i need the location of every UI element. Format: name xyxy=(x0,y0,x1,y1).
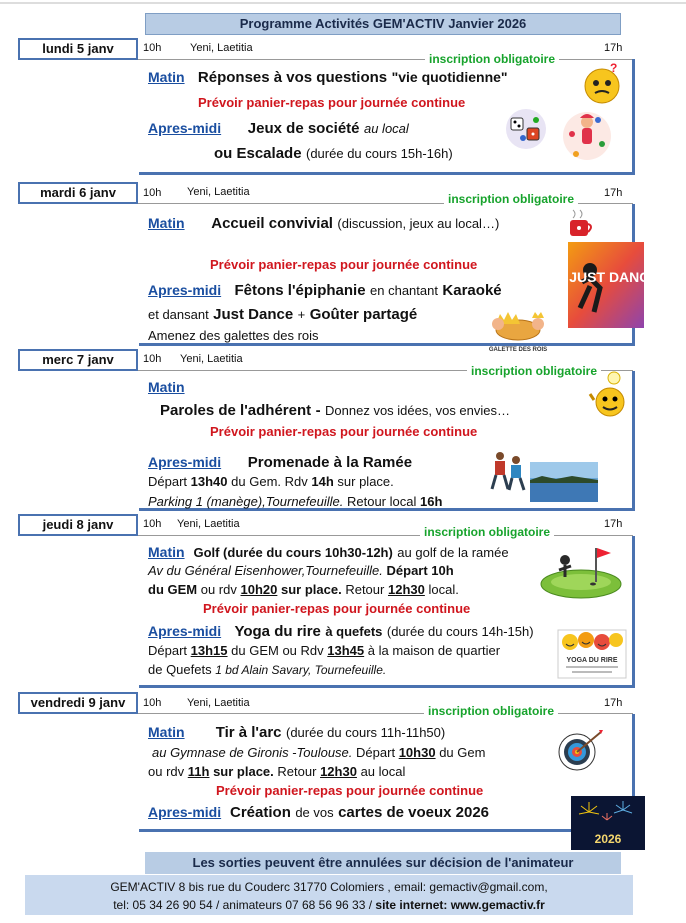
apres-midi-label: Apres-midi xyxy=(148,120,222,136)
time: 13h45 xyxy=(327,643,365,658)
text: de Quefets xyxy=(148,662,212,677)
time: 14h xyxy=(311,474,334,489)
text: du GEM xyxy=(148,582,198,597)
time: 10h30 xyxy=(398,745,436,760)
dash: - xyxy=(315,402,321,419)
activity-title: cartes de voeux 2026 xyxy=(338,804,490,821)
matin-label: Matin xyxy=(148,215,185,231)
matin-label: Matin xyxy=(148,724,185,740)
panier-notice: Prévoir panier-repas pour journée continue xyxy=(203,601,471,616)
text: de vos xyxy=(295,805,334,820)
just-dance-image xyxy=(568,242,659,328)
address: 1 bd Alain Savary, Tournefeuille. xyxy=(215,663,387,677)
text: au local xyxy=(360,764,406,779)
hot-chocolate-icon xyxy=(565,208,595,240)
activity-duration: (durée du cours 11h-11h50) xyxy=(285,725,446,740)
activity-title: Accueil convivial xyxy=(211,215,333,232)
time: 13h40 xyxy=(190,474,228,489)
text: Départ xyxy=(356,745,396,760)
start-hour: 10h xyxy=(143,187,162,199)
page-title: Programme Activités GEM'ACTIV Janvier 2026 xyxy=(145,13,621,35)
time: 10h20 xyxy=(240,582,278,597)
activity-title: Fêtons l'épiphanie xyxy=(234,282,366,299)
text: Départ xyxy=(148,474,188,489)
departure: Départ 10h xyxy=(386,563,454,578)
svg-text:JUST DANCE: JUST DANCE xyxy=(569,269,659,285)
animators: Yeni, Laetitia xyxy=(180,353,243,365)
activity-title: Paroles de l'adhérent xyxy=(160,402,312,419)
karaoke-label: Karaoké xyxy=(442,282,502,299)
text: ou rdv xyxy=(200,582,237,597)
lake-landscape-image xyxy=(530,462,598,502)
text: du Gem. Rdv xyxy=(231,474,308,489)
text: sur place. xyxy=(213,764,274,779)
panier-notice: Prévoir panier-repas pour journée continue xyxy=(216,783,484,798)
cancellation-notice: Les sorties peuvent être annulées sur décision de l'animateur xyxy=(145,852,621,874)
activity-text: en chantant xyxy=(370,283,438,298)
time: 11h xyxy=(187,764,210,779)
address: Av du Général Eisenhower,Tournefeuille. xyxy=(148,563,383,578)
apres-midi-label: Apres-midi xyxy=(148,804,222,820)
text: Retour xyxy=(277,764,317,779)
day-label-monday: lundi 5 janv xyxy=(18,38,138,60)
address: au Gymnase de Gironis -Toulouse. xyxy=(152,745,353,760)
text: sur place. xyxy=(337,474,394,489)
inscription-badge: inscription obligatoire xyxy=(467,364,601,378)
text: à la maison de quartier xyxy=(367,643,501,658)
lightbulb-idea-emoji-icon xyxy=(588,370,632,420)
activity-title: Création xyxy=(230,804,291,821)
board-games-icon xyxy=(503,108,549,150)
panier-notice: Prévoir panier-repas pour journée continue xyxy=(198,95,466,110)
time: 16h xyxy=(419,494,443,509)
day-label-tuesday: mardi 6 janv xyxy=(18,182,138,204)
inscription-badge: inscription obligatoire xyxy=(424,704,558,718)
time: 12h30 xyxy=(320,764,357,779)
time: 12h30 xyxy=(387,582,425,597)
animators: Yeni, Laetitia xyxy=(190,42,253,54)
activity-title: Tir à l'arc xyxy=(215,724,282,741)
thinking-emoji-icon xyxy=(580,62,624,106)
contact-phones: tel: 05 34 26 90 54 / animateurs 07 68 56 96 33 / xyxy=(113,898,373,912)
plus-sign: + xyxy=(297,307,306,322)
text: local. xyxy=(428,582,459,597)
text: sur place. xyxy=(281,582,342,597)
gouter-label: Goûter partagé xyxy=(309,306,418,323)
text: du GEM ou Rdv xyxy=(231,643,324,658)
activity-quote: "vie quotidienne" xyxy=(391,69,508,85)
start-hour: 10h xyxy=(143,42,162,54)
inscription-badge: inscription obligatoire xyxy=(444,192,578,206)
text: ou rdv xyxy=(148,764,185,779)
golf-icon xyxy=(537,540,623,602)
activity-place: au local xyxy=(363,121,409,136)
text: Retour xyxy=(345,582,385,597)
svg-text:YOGA DU RIRE: YOGA DU RIRE xyxy=(566,657,618,664)
galette-des-rois-image xyxy=(484,302,552,354)
matin-label: Matin xyxy=(148,379,185,395)
text: Départ xyxy=(148,643,188,658)
hikers-icon xyxy=(486,448,528,494)
activity-alt: ou Escalade xyxy=(214,145,302,162)
end-hour: 17h xyxy=(604,187,623,199)
start-hour: 10h xyxy=(143,697,162,709)
activity-title: Jeux de société xyxy=(247,120,360,137)
day-label-thursday: jeudi 8 janv xyxy=(18,514,138,536)
archery-target-icon xyxy=(555,726,605,774)
start-hour: 10h xyxy=(143,518,162,530)
activity-text: et dansant xyxy=(148,307,209,322)
end-hour: 17h xyxy=(604,42,623,54)
time: 13h15 xyxy=(190,643,228,658)
activity-title: Promenade à la Ramée xyxy=(247,454,413,471)
apres-midi-label: Apres-midi xyxy=(148,623,222,639)
activity-description: Donnez vos idées, vos envies… xyxy=(325,403,511,418)
text: Retour local xyxy=(346,494,417,509)
animators: Yeni, Laetitia xyxy=(187,186,250,198)
end-hour: 17h xyxy=(604,697,623,709)
text: du Gem xyxy=(439,745,486,760)
fireworks-2026-image xyxy=(571,796,645,850)
panier-notice: Prévoir panier-repas pour journée continue xyxy=(210,424,478,439)
svg-text:?: ? xyxy=(610,61,618,75)
activity-place: au golf de la ramée xyxy=(397,545,509,560)
just-dance-label: Just Dance xyxy=(213,306,294,323)
inscription-badge: inscription obligatoire xyxy=(425,52,559,66)
website-link[interactable]: site internet: www.gemactiv.fr xyxy=(375,898,545,912)
inscription-badge: inscription obligatoire xyxy=(420,525,554,539)
climbing-icon xyxy=(562,104,612,168)
activity-title: Réponses à vos questions xyxy=(197,69,388,86)
apres-midi-label: Apres-midi xyxy=(148,454,222,470)
svg-text:2026: 2026 xyxy=(594,832,622,846)
animators: Yeni, Laetitia xyxy=(187,697,250,709)
top-divider xyxy=(0,2,686,4)
animators: Yeni, Laetitia xyxy=(177,518,240,530)
contact-address: GEM'ACTIV 8 bis rue du Couderc 31770 Colomiers , email: gemactiv@gmail.com, xyxy=(110,880,548,894)
apres-midi-label: Apres-midi xyxy=(148,282,222,298)
activity-note: Amenez des galettes des rois xyxy=(148,328,319,343)
matin-label: Matin xyxy=(148,544,185,560)
matin-label: Matin xyxy=(148,69,185,85)
day-label-wednesday: merc 7 janv xyxy=(18,349,138,371)
activity-title: Golf (durée du cours 10h30-12h) xyxy=(193,545,393,560)
day-label-friday: vendredi 9 janv xyxy=(18,692,138,714)
activity-place: à quefets xyxy=(325,624,383,639)
activity-duration: (durée du cours 14h-15h) xyxy=(386,624,534,639)
contact-footer xyxy=(25,875,633,915)
yoga-du-rire-image xyxy=(558,630,626,678)
panier-notice: Prévoir panier-repas pour journée continue xyxy=(210,257,478,272)
svg-text:GALETTE DES ROIS: GALETTE DES ROIS xyxy=(488,347,548,353)
activity-duration: (durée du cours 15h-16h) xyxy=(306,146,453,161)
address: Parking 1 (manège),Tournefeuille. xyxy=(148,494,344,509)
start-hour: 10h xyxy=(143,353,162,365)
activity-description: (discussion, jeux au local…) xyxy=(337,216,500,231)
end-hour: 17h xyxy=(604,518,623,530)
activity-title: Yoga du rire xyxy=(234,623,321,640)
